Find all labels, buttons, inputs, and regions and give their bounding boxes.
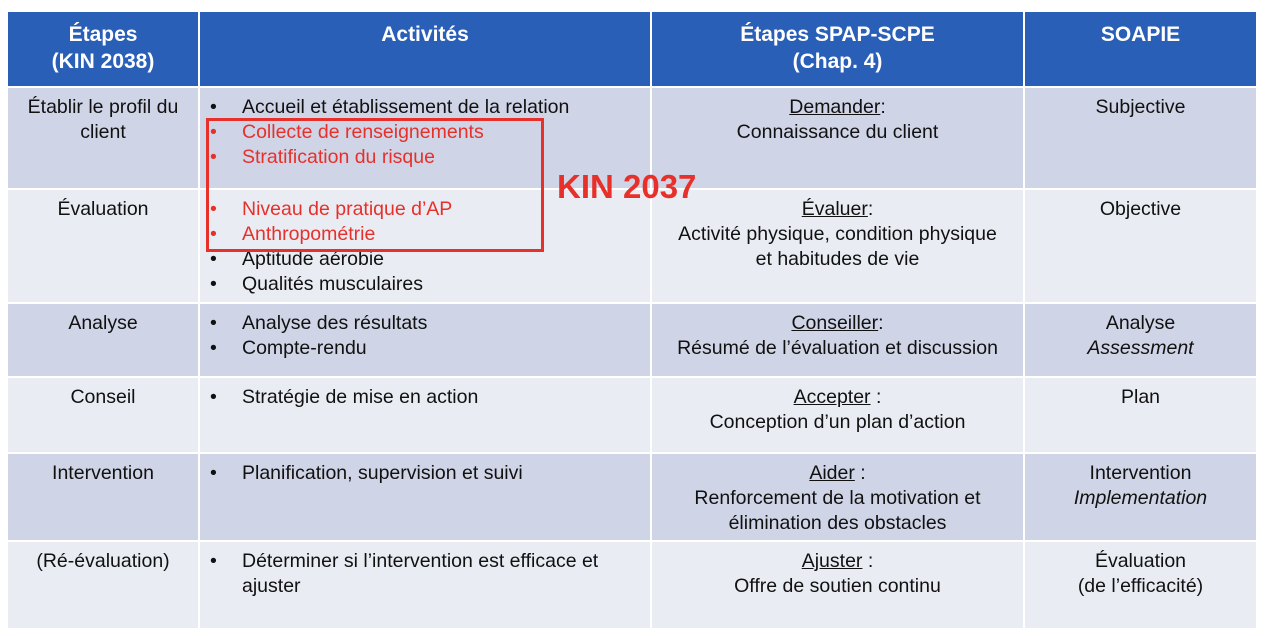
spap-suffix: : [862, 550, 874, 572]
spap-step-line [658, 461, 1017, 486]
header-soapie [1025, 12, 1256, 86]
activity-text: Aptitude aérobie [242, 248, 385, 270]
header-etapes-line2: (KIN 2038) [51, 50, 155, 73]
spap-desc: Conception d’un plan d’action [709, 411, 966, 433]
bullet: • [210, 273, 217, 295]
header-spap-line1: Étapes SPAP-SCPE [740, 23, 935, 46]
bullet: • [210, 386, 217, 408]
activites-cell [200, 454, 652, 540]
header-etapes [8, 12, 200, 86]
spap-suffix: : [870, 386, 882, 408]
spap-suffix: : [880, 96, 886, 118]
table-row [8, 304, 1256, 378]
soapie-text: Subjective [1095, 96, 1186, 118]
activity-text-highlighted: Niveau de pratique d’AP [242, 198, 453, 220]
soapie-cell [1025, 454, 1256, 540]
header-etapes-line1: Étapes [68, 23, 138, 46]
spap-step: Demander [789, 96, 881, 118]
bullet: • [210, 121, 217, 143]
bullet: • [210, 550, 217, 572]
spap-desc: Renforcement de la motivation et [694, 487, 981, 509]
table-row [8, 190, 1256, 304]
spap-desc: Activité physique, condition physique [678, 223, 997, 245]
bullet: • [210, 96, 217, 118]
spap-step-line [658, 385, 1017, 410]
activity-text-highlighted: Anthropométrie [242, 223, 376, 245]
table-header-row [8, 12, 1256, 88]
table-row [8, 454, 1256, 542]
activites-cell [200, 378, 652, 452]
spap-step-line [658, 95, 1017, 120]
activity-text [242, 549, 640, 599]
activity-text-line: Déterminer si l’intervention est efficace et [242, 550, 599, 572]
soapie-cell [1025, 304, 1256, 376]
soapie-english: Implementation [1073, 487, 1208, 509]
etape-text: (Ré-évaluation) [36, 550, 170, 572]
activity-text-highlighted: Stratification du risque [242, 146, 435, 168]
etape-cell [8, 454, 200, 540]
spap-suffix: : [867, 198, 874, 220]
spap-desc: Résumé de l’évaluation et discussion [677, 337, 998, 359]
etape-cell [8, 88, 200, 188]
spap-desc: élimination des obstacles [728, 512, 947, 534]
spap-step-line [658, 197, 1017, 222]
soapie-cell [1025, 190, 1256, 302]
spap-cell [652, 454, 1025, 540]
activites-cell [200, 304, 652, 376]
spap-desc: Connaissance du client [736, 121, 939, 143]
spap-step: Ajuster [801, 550, 863, 572]
bullet: • [210, 462, 217, 484]
list-item [210, 145, 640, 170]
list-item [210, 247, 640, 272]
etape-cell [8, 190, 200, 302]
bullet: • [210, 223, 217, 245]
soapie-cell [1025, 378, 1256, 452]
etape-cell [8, 542, 200, 628]
soapie-text: (de l’efficacité) [1077, 575, 1204, 597]
activity-text: Qualités musculaires [242, 273, 423, 295]
list-item [210, 222, 640, 247]
etape-cell [8, 304, 200, 376]
header-spap-line2: (Chap. 4) [792, 50, 883, 73]
etape-text: Analyse [68, 312, 138, 334]
bullet: • [210, 248, 217, 270]
bullet: • [210, 146, 217, 168]
spap-cell [652, 304, 1025, 376]
activites-cell [200, 542, 652, 628]
activity-text: Planification, supervision et suivi [242, 462, 523, 484]
soapie-cell [1025, 542, 1256, 628]
kin2037-annotation-label: KIN 2037 [557, 168, 697, 205]
activity-text: Analyse des résultats [242, 312, 428, 334]
list-item [210, 336, 640, 361]
bullet: • [210, 337, 217, 359]
soapie-text: Plan [1120, 386, 1161, 408]
table-row [8, 542, 1256, 630]
spap-step: Accepter [793, 386, 871, 408]
list-item [210, 95, 640, 120]
spap-step: Évaluer [801, 198, 868, 220]
soapie-text: Évaluation [1094, 550, 1187, 572]
spap-desc: Offre de soutien continu [734, 575, 941, 597]
soapie-text: Analyse [1105, 312, 1176, 334]
activites-cell [200, 190, 652, 302]
list-item [210, 461, 640, 486]
activity-text-highlighted: Collecte de renseignements [242, 121, 484, 143]
bullet: • [210, 312, 217, 334]
activity-text-line: ajuster [242, 575, 301, 597]
header-activites-label: Activités [381, 23, 469, 46]
spap-cell [652, 88, 1025, 188]
activity-text: Accueil et établissement de la relation [242, 96, 570, 118]
spap-suffix: : [878, 312, 884, 334]
list-item [210, 385, 640, 410]
bullet: • [210, 198, 217, 220]
steps-table [8, 12, 1256, 630]
etape-cell [8, 378, 200, 452]
spap-step-line [658, 311, 1017, 336]
activity-text: Stratégie de mise en action [242, 386, 479, 408]
soapie-english: Assessment [1087, 337, 1194, 359]
soapie-cell [1025, 88, 1256, 188]
list-item [210, 272, 640, 297]
spap-step: Aider [809, 462, 855, 484]
soapie-text: Intervention [1089, 462, 1192, 484]
spap-desc: et habitudes de vie [755, 248, 920, 270]
list-item [210, 120, 640, 145]
spap-cell [652, 378, 1025, 452]
spap-step: Conseiller [791, 312, 879, 334]
header-activites [200, 12, 652, 86]
activity-text: Compte-rendu [242, 337, 367, 359]
header-spap [652, 12, 1025, 86]
table-row [8, 378, 1256, 454]
list-item [210, 549, 640, 599]
etape-text: Intervention [52, 462, 154, 484]
etape-text: client [80, 121, 126, 143]
spap-suffix: : [854, 462, 866, 484]
spap-cell [652, 542, 1025, 628]
list-item [210, 311, 640, 336]
etape-text: Évaluation [57, 198, 149, 220]
spap-cell [652, 190, 1025, 302]
spap-step-line [658, 549, 1017, 574]
header-soapie-label: SOAPIE [1100, 23, 1181, 46]
soapie-text: Objective [1099, 198, 1182, 220]
etape-text: Conseil [70, 386, 136, 408]
etape-text: Établir le profil du [27, 96, 179, 118]
